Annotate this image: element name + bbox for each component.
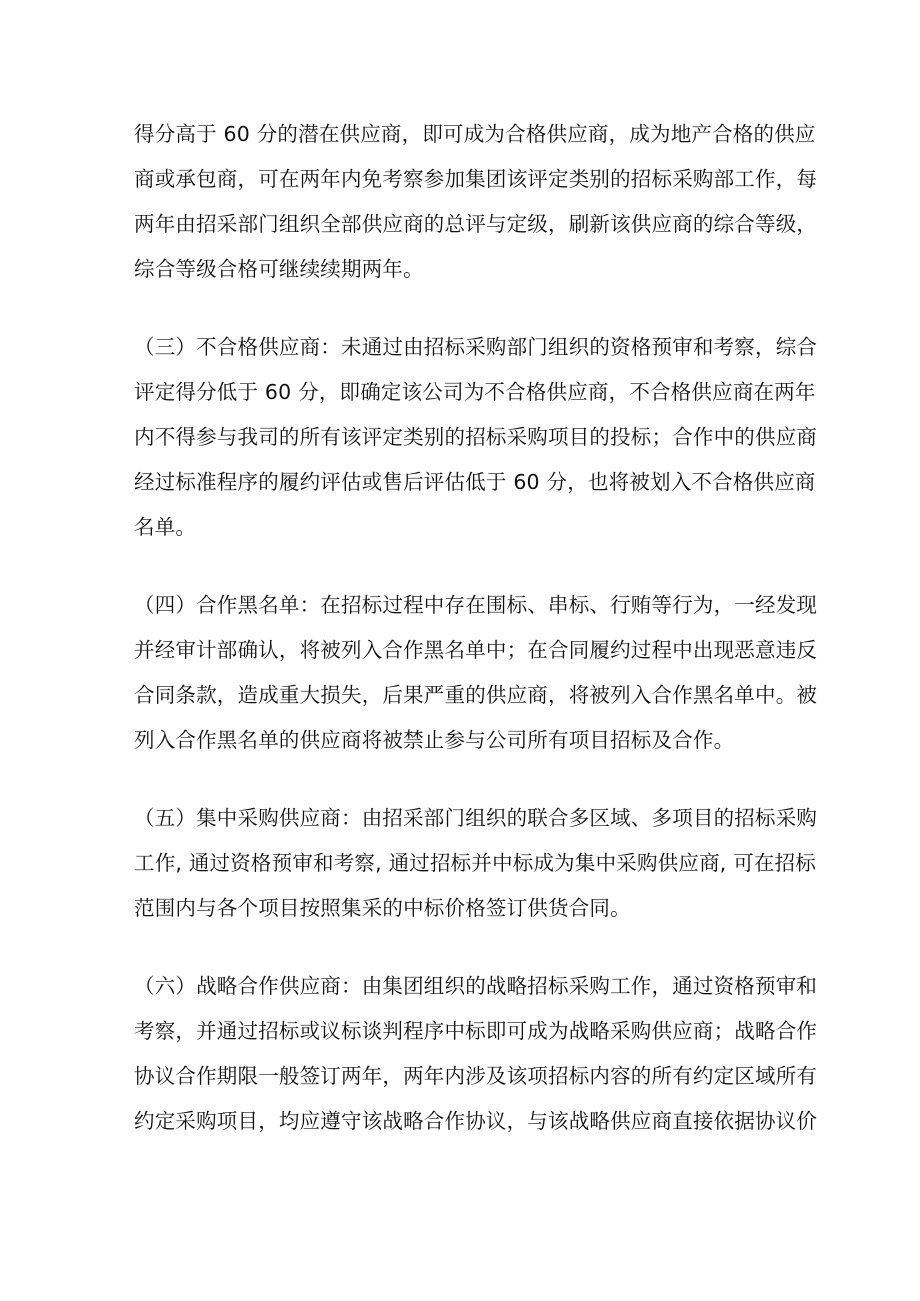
text-line: 内不得参与我司的所有该评定类别的招标采购项目的投标；合作中的供应商 (134, 425, 818, 449)
text-line: （六）战略合作供应商：由集团组织的战略招标采购工作，通过资格预审和 (134, 974, 818, 998)
document-body (134, 112, 818, 1144)
paragraph-qualified-supplier (134, 112, 818, 292)
text-line: 约定采购项目，均应遵守该战略合作协议，与该战略供应商直接依据协议价 (134, 1109, 818, 1133)
paragraph-centralized-procurement (134, 796, 818, 931)
text-line: 评定得分低于 60 分，即确定该公司为不合格供应商，不合格供应商在两年 (134, 380, 816, 404)
text-line: （三）不合格供应商：未通过由招标采购部门组织的资格预审和考察，综合 (134, 335, 818, 359)
text-line: 范围内与各个项目按照集采的中标价格签订供货合同。 (134, 896, 631, 920)
text-line: 合同条款，造成重大损失，后果严重的供应商，将被列入合作黑名单中。被 (134, 683, 818, 707)
text-line: 工作, 通过资格预审和考察, 通过招标并中标成为集中采购供应商, 可在招标 (134, 851, 816, 875)
text-line: 两年由招采部门组织全部供应商的总评与定级，刷新该供应商的综合等级， (134, 212, 818, 236)
paragraph-gap (134, 931, 794, 964)
text-line: 得分高于 60 分的潜在供应商，即可成为合格供应商，成为地产合格的供应 (134, 122, 816, 146)
text-line: 综合等级合格可继续续期两年。 (134, 257, 424, 281)
text-line: （四）合作黑名单：在招标过程中存在围标、串标、行贿等行为，一经发现 (134, 593, 818, 617)
paragraph-unqualified-supplier (134, 325, 818, 550)
paragraph-strategic-partner (134, 964, 818, 1144)
text-line: 协议合作期限一般签订两年，两年内涉及该项招标内容的所有约定区域所有 (134, 1064, 818, 1088)
text-line: 考察，并通过招标或议标谈判程序中标即可成为战略采购供应商；战略合作 (134, 1019, 818, 1043)
text-line: 并经审计部确认，将被列入合作黑名单中；在合同履约过程中出现恶意违反 (134, 638, 818, 662)
paragraph-gap (134, 292, 794, 325)
text-line: （五）集中采购供应商：由招采部门组织的联合多区域、多项目的招标采购 (134, 806, 818, 830)
text-line: 列入合作黑名单的供应商将被禁止参与公司所有项目招标及合作。 (134, 728, 735, 752)
text-line: 经过标准程序的履约评估或售后评估低于 60 分，也将被划入不合格供应商 (134, 470, 816, 494)
text-line: 名单。 (134, 515, 197, 539)
text-line: 商或承包商，可在两年内免考察参加集团该评定类别的招标采购部工作，每 (134, 167, 818, 191)
paragraph-blacklist (134, 583, 818, 763)
paragraph-gap (134, 763, 794, 796)
paragraph-gap (134, 550, 794, 583)
